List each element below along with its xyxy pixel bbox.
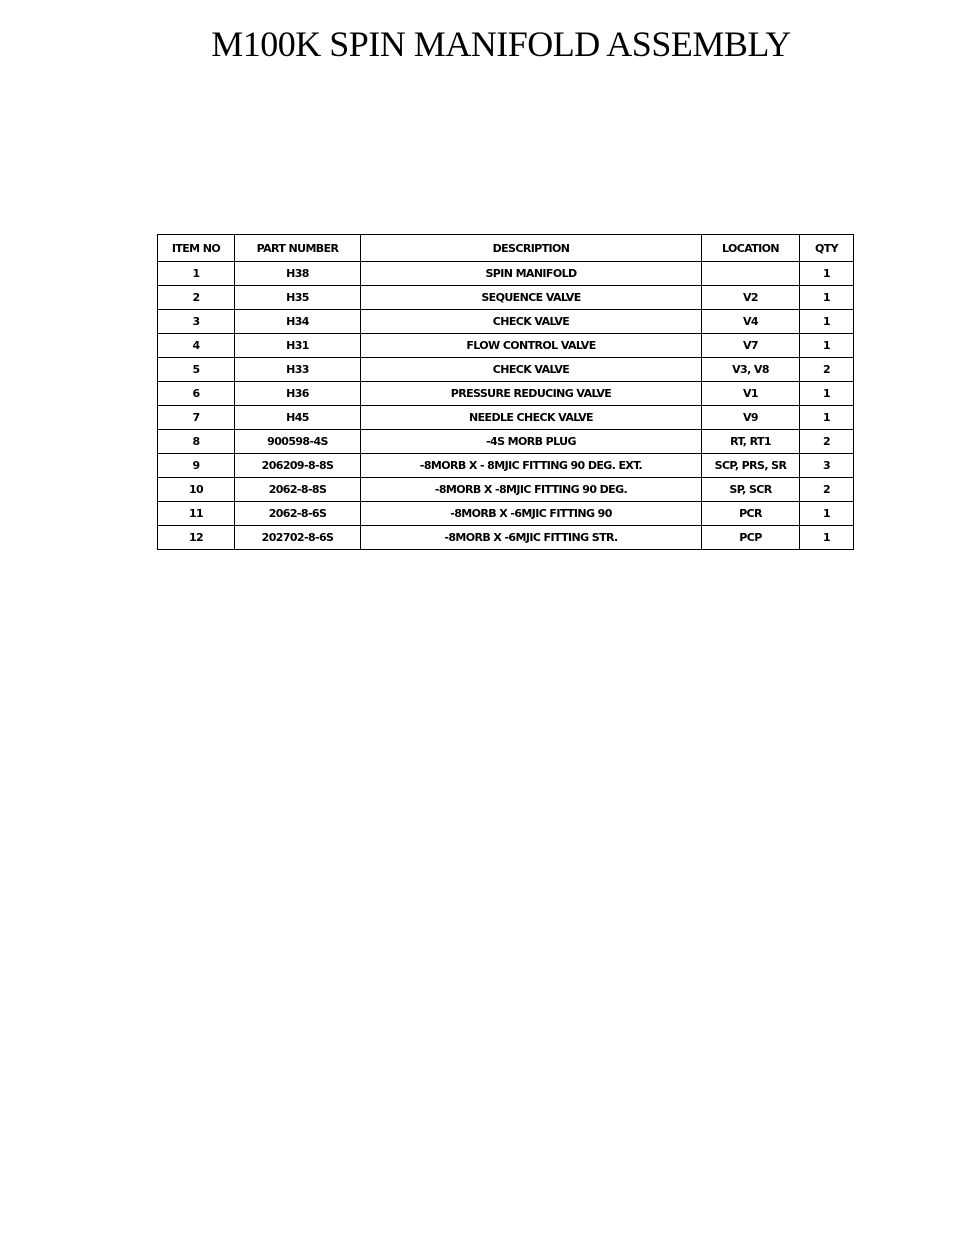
cell-item-no: 8 bbox=[158, 430, 235, 454]
cell-item-no: 6 bbox=[158, 382, 235, 406]
table-row bbox=[158, 334, 854, 358]
cell-description: -4S MORB PLUG bbox=[361, 430, 702, 454]
cell-part-number: H45 bbox=[235, 406, 361, 430]
cell-description: FLOW CONTROL VALVE bbox=[361, 334, 702, 358]
cell-description: -8MORB X -6MJIC FITTING STR. bbox=[361, 526, 702, 550]
cell-item-no: 11 bbox=[158, 502, 235, 526]
cell-qty: 1 bbox=[800, 310, 854, 334]
cell-part-number: 2062-8-8S bbox=[235, 478, 361, 502]
cell-item-no: 3 bbox=[158, 310, 235, 334]
header-location: LOCATION bbox=[702, 235, 800, 262]
cell-qty: 1 bbox=[800, 286, 854, 310]
cell-location: V3, V8 bbox=[702, 358, 800, 382]
cell-qty: 2 bbox=[800, 478, 854, 502]
table-header-row bbox=[158, 235, 854, 262]
cell-description: CHECK VALVE bbox=[361, 358, 702, 382]
cell-qty: 3 bbox=[800, 454, 854, 478]
table-row bbox=[158, 502, 854, 526]
cell-location: V2 bbox=[702, 286, 800, 310]
header-qty: QTY bbox=[800, 235, 854, 262]
cell-part-number: H33 bbox=[235, 358, 361, 382]
cell-qty: 1 bbox=[800, 526, 854, 550]
cell-part-number: 2062-8-6S bbox=[235, 502, 361, 526]
cell-qty: 1 bbox=[800, 334, 854, 358]
cell-part-number: H36 bbox=[235, 382, 361, 406]
cell-item-no: 10 bbox=[158, 478, 235, 502]
cell-part-number: 202702-8-6S bbox=[235, 526, 361, 550]
table-row bbox=[158, 286, 854, 310]
header-part-number: PART NUMBER bbox=[235, 235, 361, 262]
cell-item-no: 1 bbox=[158, 262, 235, 286]
table-row bbox=[158, 430, 854, 454]
header-description: DESCRIPTION bbox=[361, 235, 702, 262]
table-row bbox=[158, 358, 854, 382]
cell-part-number: H34 bbox=[235, 310, 361, 334]
cell-description: CHECK VALVE bbox=[361, 310, 702, 334]
table-row bbox=[158, 382, 854, 406]
cell-qty: 1 bbox=[800, 502, 854, 526]
parts-table bbox=[157, 234, 854, 550]
cell-location: PCR bbox=[702, 502, 800, 526]
header-item-no: ITEM NO bbox=[158, 235, 235, 262]
cell-location: RT, RT1 bbox=[702, 430, 800, 454]
cell-location: V7 bbox=[702, 334, 800, 358]
cell-location: V9 bbox=[702, 406, 800, 430]
cell-description: NEEDLE CHECK VALVE bbox=[361, 406, 702, 430]
page-title: M100K SPIN MANIFOLD ASSEMBLY bbox=[211, 24, 791, 64]
cell-item-no: 5 bbox=[158, 358, 235, 382]
table-row bbox=[158, 262, 854, 286]
cell-part-number: H35 bbox=[235, 286, 361, 310]
cell-item-no: 9 bbox=[158, 454, 235, 478]
cell-item-no: 7 bbox=[158, 406, 235, 430]
cell-qty: 2 bbox=[800, 430, 854, 454]
cell-location: SCP, PRS, SR bbox=[702, 454, 800, 478]
cell-description: -8MORB X - 8MJIC FITTING 90 DEG. EXT. bbox=[361, 454, 702, 478]
cell-location: SP, SCR bbox=[702, 478, 800, 502]
cell-location: V4 bbox=[702, 310, 800, 334]
cell-item-no: 4 bbox=[158, 334, 235, 358]
cell-part-number: H31 bbox=[235, 334, 361, 358]
table-row bbox=[158, 478, 854, 502]
cell-qty: 1 bbox=[800, 382, 854, 406]
cell-item-no: 2 bbox=[158, 286, 235, 310]
cell-part-number: 206209-8-8S bbox=[235, 454, 361, 478]
cell-qty: 1 bbox=[800, 262, 854, 286]
cell-description: PRESSURE REDUCING VALVE bbox=[361, 382, 702, 406]
cell-location: V1 bbox=[702, 382, 800, 406]
cell-qty: 2 bbox=[800, 358, 854, 382]
cell-description: -8MORB X -6MJIC FITTING 90 bbox=[361, 502, 702, 526]
table-row bbox=[158, 454, 854, 478]
cell-part-number: 900598-4S bbox=[235, 430, 361, 454]
cell-part-number: H38 bbox=[235, 262, 361, 286]
cell-description: SEQUENCE VALVE bbox=[361, 286, 702, 310]
cell-location: PCP bbox=[702, 526, 800, 550]
cell-location bbox=[702, 262, 800, 286]
cell-qty: 1 bbox=[800, 406, 854, 430]
table-row bbox=[158, 406, 854, 430]
cell-description: SPIN MANIFOLD bbox=[361, 262, 702, 286]
cell-item-no: 12 bbox=[158, 526, 235, 550]
cell-description: -8MORB X -8MJIC FITTING 90 DEG. bbox=[361, 478, 702, 502]
table-row bbox=[158, 310, 854, 334]
table-row bbox=[158, 526, 854, 550]
